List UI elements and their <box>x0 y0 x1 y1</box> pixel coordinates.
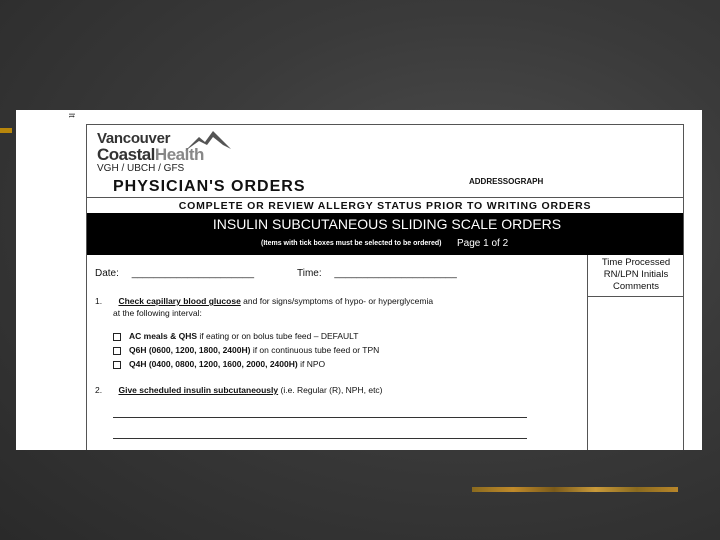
bottom-accent-bar <box>472 487 678 492</box>
option-q6h[interactable] <box>113 345 379 355</box>
logo-health: Health <box>154 145 204 164</box>
option-bold: AC meals & QHS <box>129 331 198 341</box>
title-banner <box>87 213 683 255</box>
logo-sites: VGH / UBCH / GFS <box>97 163 185 174</box>
initials-label: RN/LPN Initials <box>603 269 669 280</box>
addressograph-label: ADDRESSOGRAPH <box>469 177 544 186</box>
item-bold-text: Give scheduled insulin subcutaneously <box>118 385 279 395</box>
option-q4h[interactable] <box>113 359 325 369</box>
write-in-line[interactable] <box>113 438 527 439</box>
order-item-2 <box>95 385 383 395</box>
processing-column <box>587 255 684 450</box>
option-ac-meals[interactable] <box>113 331 358 341</box>
option-text: if eating or on bolus tube feed – DEFAULT <box>197 331 359 341</box>
side-mark: It <box>67 113 76 118</box>
banner-title: INSULIN SUBCUTANEOUS SLIDING SCALE ORDERS <box>212 216 562 232</box>
comments-label: Comments <box>613 281 659 292</box>
form-title: PHYSICIAN'S ORDERS <box>113 178 306 195</box>
item-text: and for signs/symptoms of hypo- or hyperglycemia <box>240 296 434 306</box>
write-in-line[interactable] <box>113 417 527 418</box>
item-number: 1. <box>95 296 103 306</box>
item-number: 2. <box>95 385 103 395</box>
page-number: Page 1 of 2 <box>457 238 509 249</box>
logo-coastal: Coastal <box>97 145 155 164</box>
option-text: if on continuous tube feed or TPN <box>250 345 380 355</box>
date-row <box>95 268 254 279</box>
date-blank: ______________________ <box>131 268 255 279</box>
item-1-line2: at the following interval: <box>113 308 202 318</box>
left-accent-bar <box>0 128 12 133</box>
processing-header <box>588 255 684 297</box>
banner-subtitle: (Items with tick boxes must be selected to be ordered) <box>261 240 442 247</box>
checkbox[interactable] <box>113 333 121 341</box>
time-label: Time: <box>297 268 322 279</box>
checkbox[interactable] <box>113 347 121 355</box>
allergy-notice: COMPLETE OR REVIEW ALLERGY STATUS PRIOR TO WRITING ORDERS <box>178 200 592 212</box>
date-label: Date: <box>95 268 119 279</box>
time-blank: ______________________ <box>334 268 457 279</box>
time-processed-label: Time Processed <box>601 257 671 268</box>
mountain-logo-icon <box>183 129 233 153</box>
checkbox[interactable] <box>113 361 121 369</box>
item-text: (i.e. Regular (R), NPH, etc) <box>278 385 383 395</box>
form-frame <box>86 124 684 450</box>
logo-line1: Vancouver <box>97 130 171 147</box>
option-bold: Q4H (0400, 0800, 1200, 1600, 2000, 2400H) <box>129 359 298 369</box>
time-row <box>297 268 457 279</box>
option-text: if NPO <box>297 359 326 369</box>
divider <box>87 197 683 198</box>
option-bold: Q6H (0600, 1200, 1800, 2400H) <box>129 345 251 355</box>
scanned-form <box>16 110 702 450</box>
order-item-1 <box>95 296 433 306</box>
logo <box>97 131 204 174</box>
item-bold-text: Check capillary blood glucose <box>118 296 241 306</box>
